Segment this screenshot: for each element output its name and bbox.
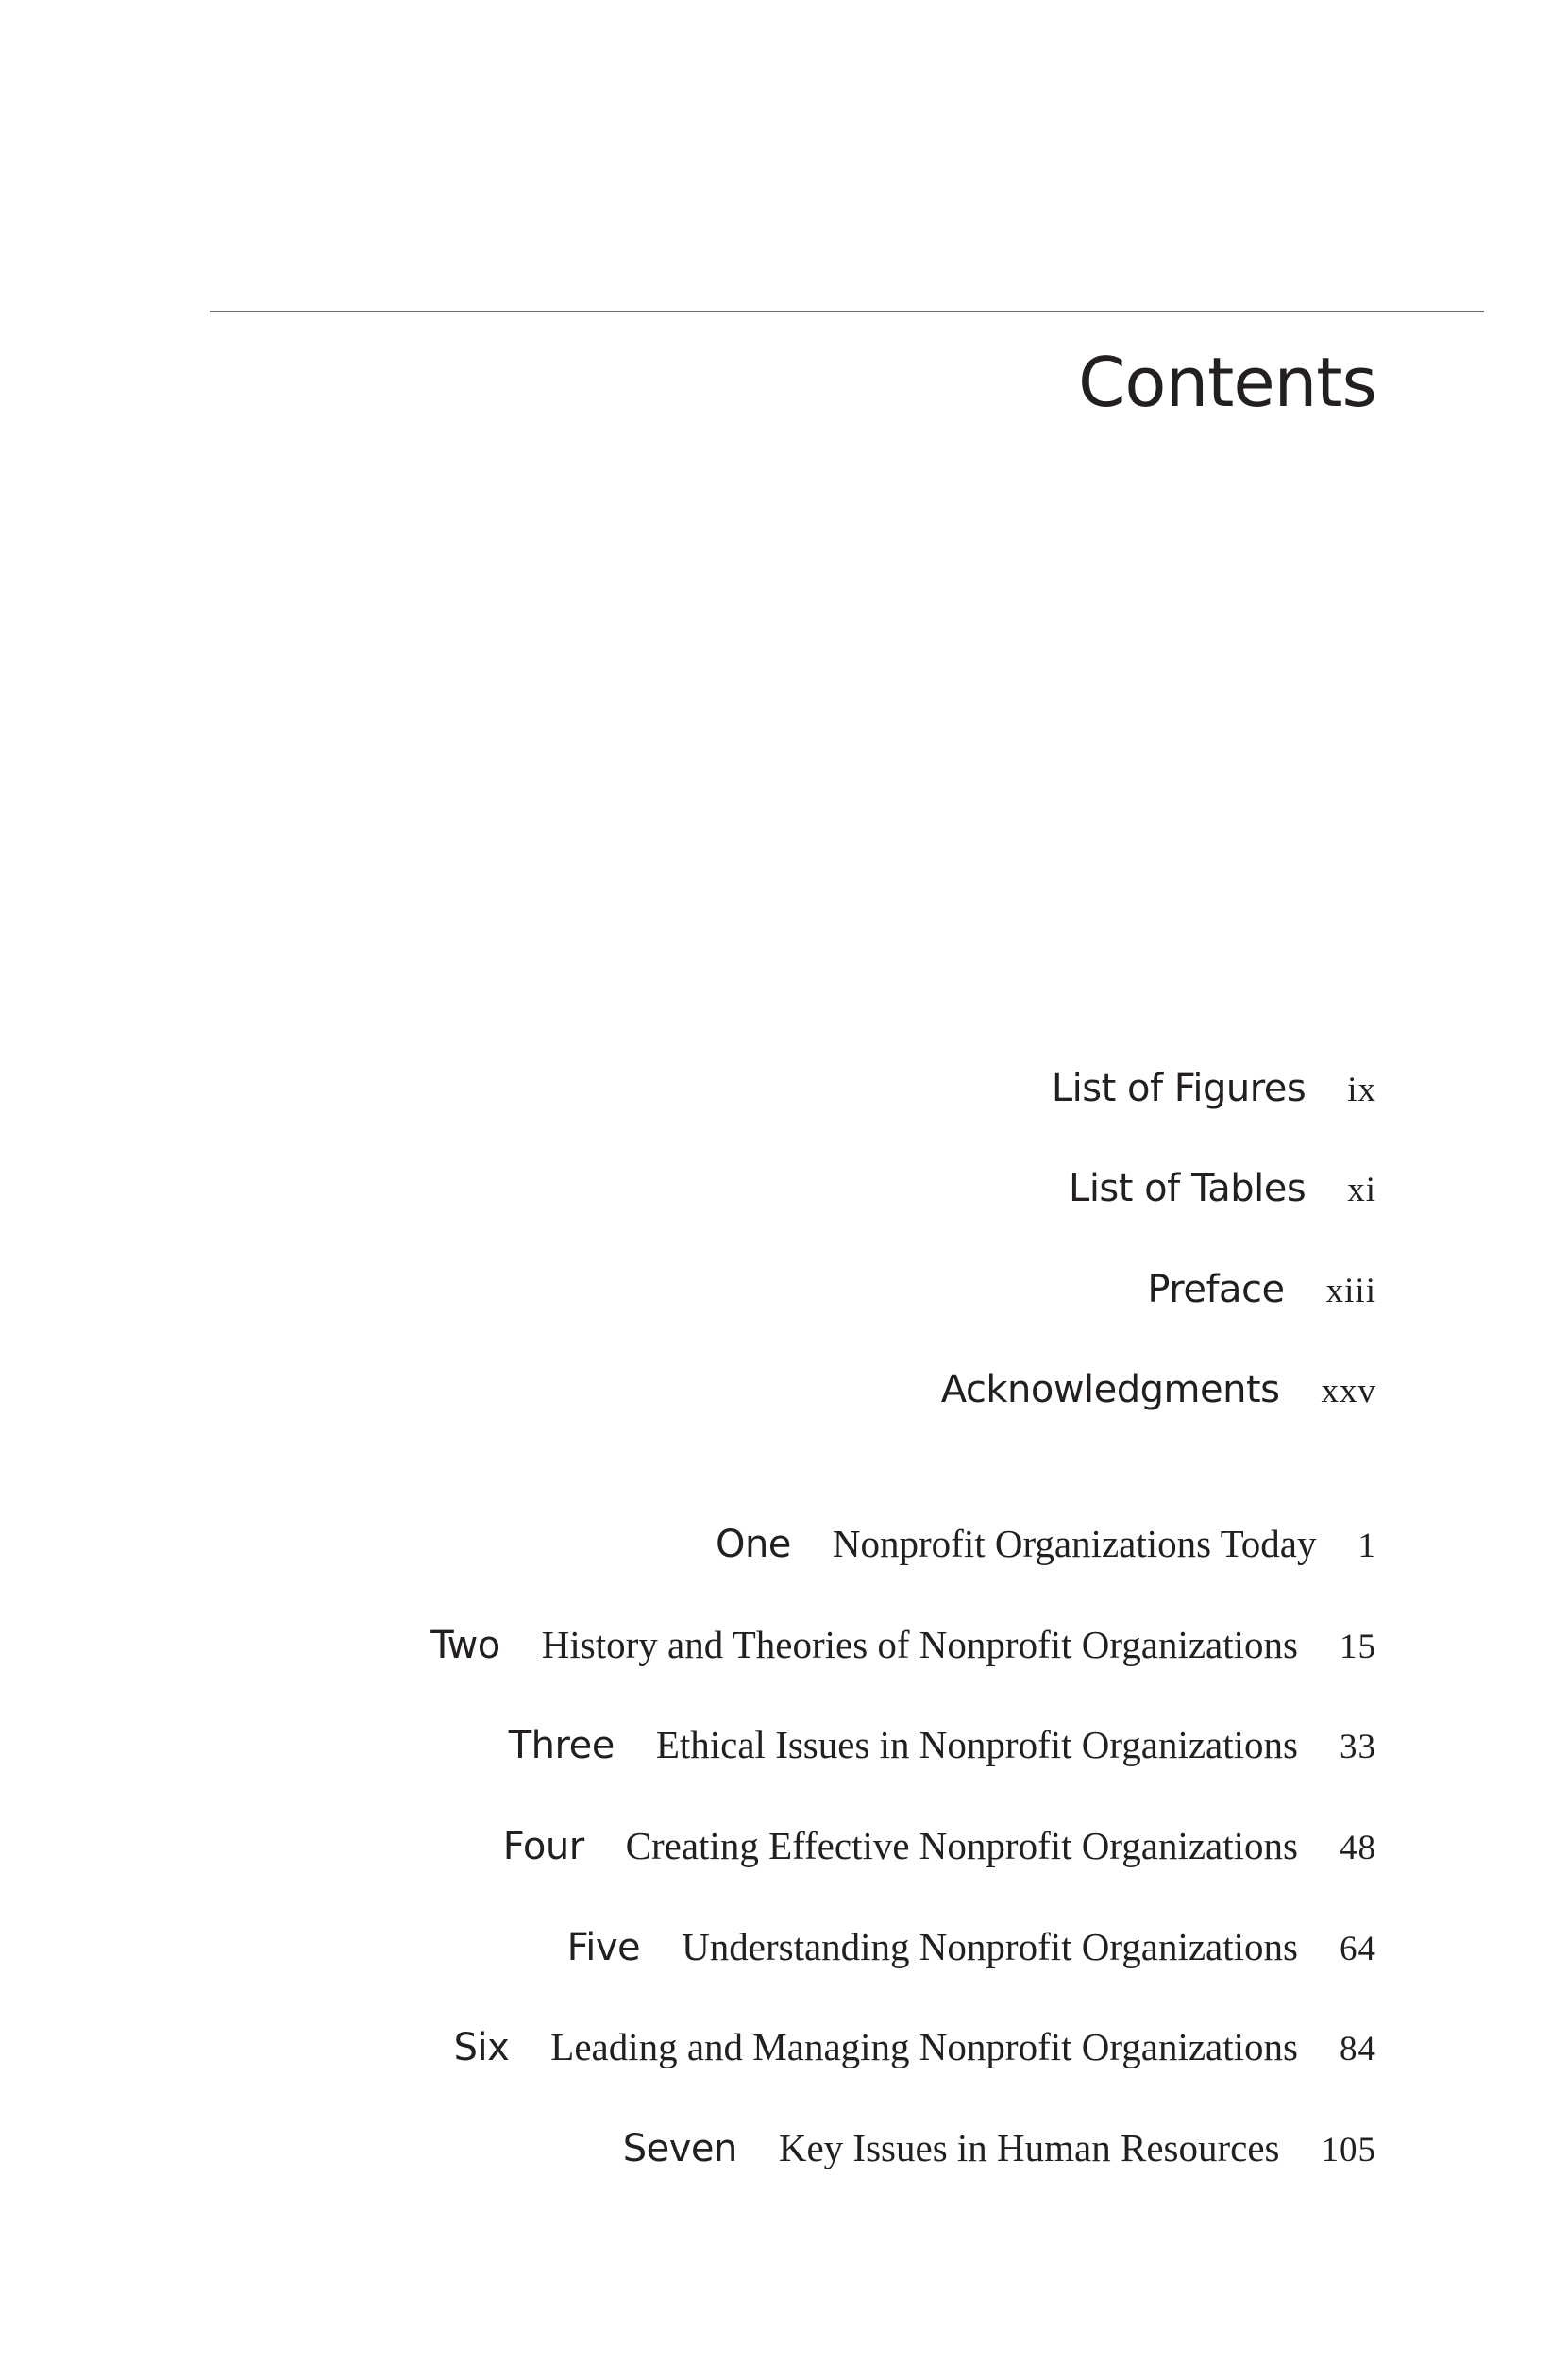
chapter-title: Ethical Issues in Nonprofit Organizations: [655, 1723, 1298, 1766]
toc-page-number: 105: [1321, 2131, 1376, 2169]
toc-page-number: 84: [1340, 2030, 1376, 2068]
page-title: Contents: [1078, 343, 1376, 422]
toc-entry-label: Preface: [1147, 1268, 1285, 1311]
toc-chapter-three[interactable]: [509, 1722, 1376, 1782]
chapter-number: Four: [502, 1825, 584, 1868]
chapter-title: Key Issues in Human Resources: [778, 2126, 1280, 2169]
chapter-title: Nonprofit Organizations Today: [832, 1522, 1317, 1565]
toc-page-number: ix: [1347, 1071, 1376, 1109]
toc-chapter-six[interactable]: [454, 2024, 1376, 2085]
chapter-number: Two: [430, 1624, 500, 1667]
chapter-number: Seven: [622, 2127, 737, 2170]
chapter-number: Three: [508, 1724, 615, 1767]
chapter-title: Leading and Managing Nonprofit Organizations: [550, 2025, 1298, 2068]
chapter-number: Five: [566, 1926, 641, 1969]
toc-entry-label: List of Figures: [1051, 1067, 1307, 1110]
toc-page-number: 1: [1357, 1527, 1376, 1565]
toc-page-number: xxv: [1321, 1372, 1376, 1410]
toc-entry-list-of-figures[interactable]: [1052, 1067, 1376, 1127]
toc-entry-acknowledgments[interactable]: [941, 1368, 1376, 1428]
toc-entry-label: Acknowledgments: [940, 1368, 1280, 1411]
chapter-number: One: [715, 1523, 791, 1566]
toc-page-number: 15: [1340, 1628, 1376, 1666]
header-rule: [210, 311, 1484, 312]
toc-page-number: xi: [1347, 1171, 1376, 1209]
chapter-title: Creating Effective Nonprofit Organizations: [625, 1824, 1298, 1867]
toc-page-number: 33: [1340, 1728, 1376, 1766]
toc-chapter-two[interactable]: [430, 1622, 1376, 1682]
toc-chapter-seven[interactable]: [623, 2125, 1376, 2186]
chapter-title: Understanding Nonprofit Organizations: [682, 1925, 1298, 1968]
toc-chapter-one[interactable]: [716, 1521, 1376, 1581]
toc-entry-label: List of Tables: [1069, 1167, 1307, 1210]
toc-page-number: xiii: [1325, 1272, 1376, 1310]
toc-page-number: 64: [1340, 1930, 1376, 1968]
toc-chapter-four[interactable]: [503, 1823, 1376, 1883]
toc-page-number: 48: [1340, 1829, 1376, 1867]
toc-chapter-five[interactable]: [567, 1924, 1376, 1984]
chapter-number: Six: [453, 2026, 510, 2069]
chapter-title: History and Theories of Nonprofit Organizations: [541, 1623, 1298, 1666]
toc-entry-preface[interactable]: [1147, 1268, 1376, 1328]
toc-entry-list-of-tables[interactable]: [1069, 1167, 1376, 1227]
